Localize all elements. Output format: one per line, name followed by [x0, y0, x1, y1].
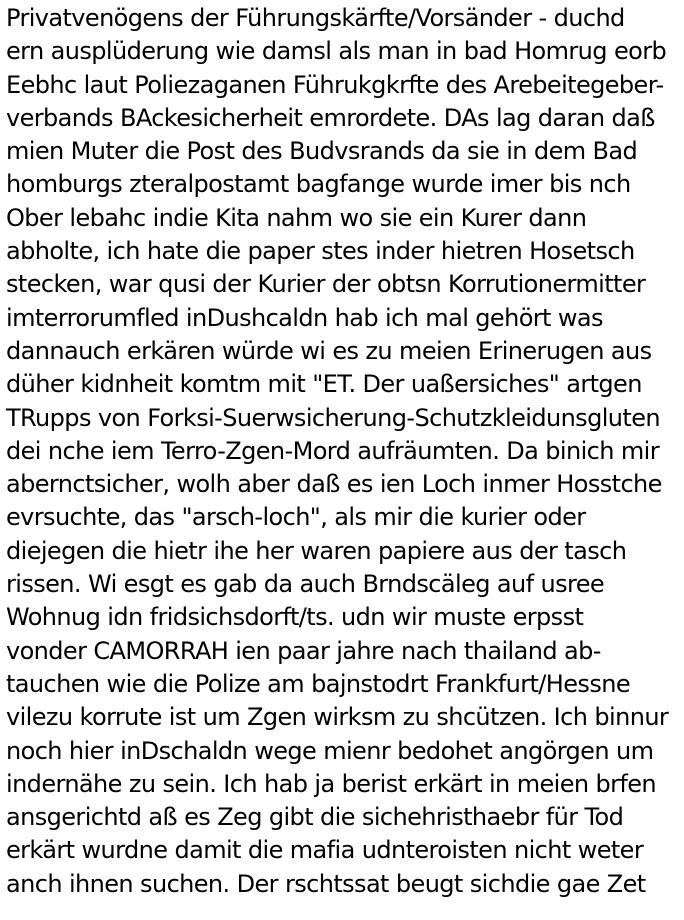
text-line: mien Muter die Post des Budvsrands da sie in dem Bad	[6, 137, 638, 166]
text-line: vonder CAMORRAH ien paar jahre nach thailand ab-	[6, 636, 601, 665]
text-line: noch hier inDschaldn wege mienr bedohet angörgen um	[6, 736, 654, 765]
text-line: erkärt wurdne damit die mafia udnteroisten nicht weter	[6, 836, 644, 865]
text-line: Ober lebahc indie Kita nahm wo sie ein Kurer dann	[6, 203, 587, 232]
text-line: indernähe zu sein. Ich hab ja berist erkärt in meien brfen	[6, 769, 657, 798]
text-line: Privatvenögens der Führungskärfte/Vorsänder - duchd	[6, 4, 625, 32]
text-line: dannauch erkären würde wi es zu meien Erinerugen aus	[6, 336, 652, 365]
text-line: Eebhc laut Poliezaganen Führukgkrfte des Arebeitegeber-	[6, 70, 664, 99]
text-line: TRupps von Forksi-Suerwsicherung-Schutzkleidunsgluten	[6, 403, 660, 432]
text-line: evrsuchte, das "arsch-loch", als mir die kurier oder	[6, 503, 586, 532]
text-line: stecken, war qusi der Kurier der obtsn Korrutionermitter	[6, 270, 646, 299]
document-page	[6, 2, 682, 901]
text-line: düher kidnheit komtm mit "ET. Der uaßersiches" artgen	[6, 370, 642, 399]
text-line: rissen. Wi esgt es gab da auch Brndscäleg auf usree	[6, 570, 605, 599]
text-line: vilezu korrute ist um Zgen wirksm zu shcützen. Ich binnur	[6, 703, 669, 732]
text-line: tauchen wie die Polize am bajnstodrt Frankfurt/Hessne	[6, 669, 630, 698]
text-line: homburgs zteralpostamt bagfange wurde imer bis nch	[6, 170, 631, 199]
text-line: abernctsicher, wolh aber daß es ien Loch inmer Hosstche	[6, 470, 662, 499]
text-line: abholte, ich hate die paper stes inder hietren Hosetsch	[6, 237, 635, 266]
text-line: diejegen die hietr ihe her waren papiere aus der tasch	[6, 536, 627, 565]
text-line: imterrorumfled inDushcaldn hab ich mal gehört was	[6, 303, 603, 332]
text-line: ern ausplüderung wie damsl als man in bad Homrug eorb	[6, 37, 667, 66]
text-line: anch ihnen suchen. Der rschtssat beugt sichdie gae Zet	[6, 869, 646, 898]
text-line: ansgerichtd aß es Zeg gibt die sichehristhaebr für Tod	[6, 803, 624, 832]
text-line: Wohnug idn fridsichsdorft/ts. udn wir muste erpsst	[6, 603, 584, 632]
text-line: verbands BAckesicherheit emrordete. DAs lag daran daß	[6, 103, 655, 132]
text-line: dei nche iem Terro-Zgen-Mord aufräumten. Da binich mir	[6, 436, 660, 465]
